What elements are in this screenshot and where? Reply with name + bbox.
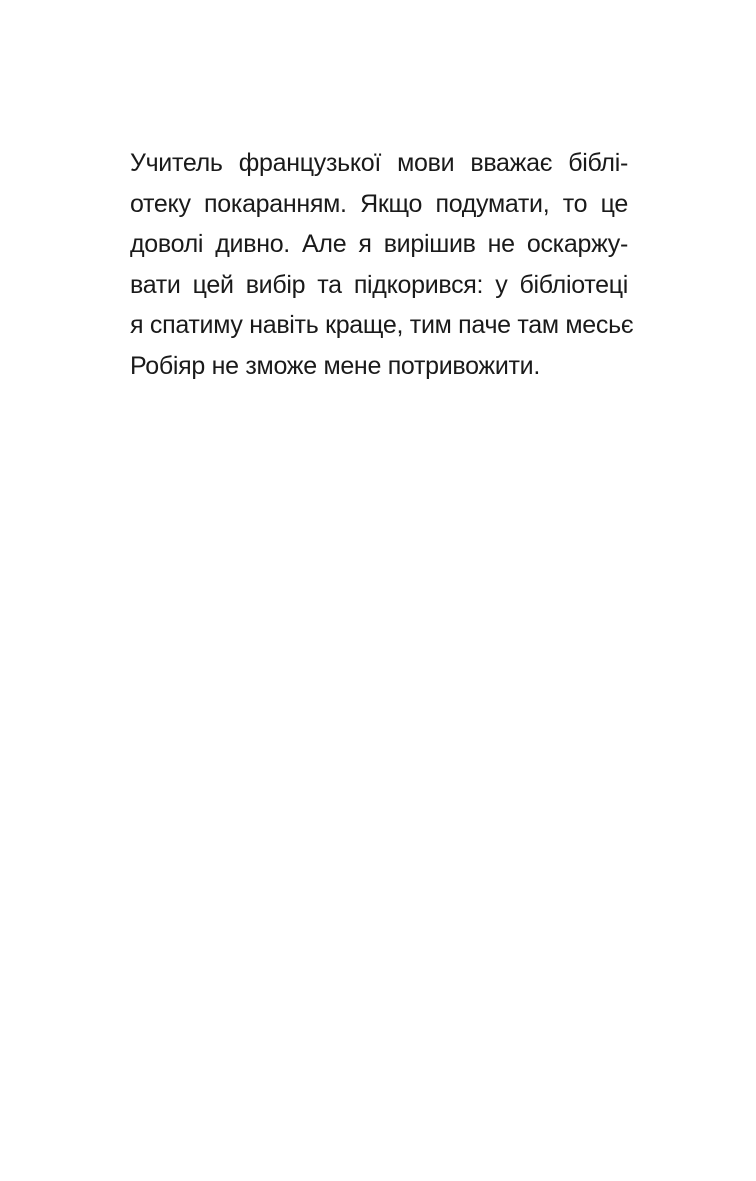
paragraph-line: отеку покаранням. Якщо подумати, то це [130, 189, 628, 218]
body-paragraph [130, 143, 634, 386]
paragraph-line: вати цей вибір та підкорився: у бібліотеці [130, 270, 628, 299]
paragraph-line: доволі дивно. Але я вирішив не оскаржу- [130, 230, 628, 258]
paragraph-line: Робіяр не зможе мене потривожити. [130, 351, 540, 380]
paragraph-line: я спатиму навіть краще, тим паче там месьє [130, 311, 634, 339]
paragraph-line: Учитель французької мови вважає біблі- [130, 149, 628, 177]
